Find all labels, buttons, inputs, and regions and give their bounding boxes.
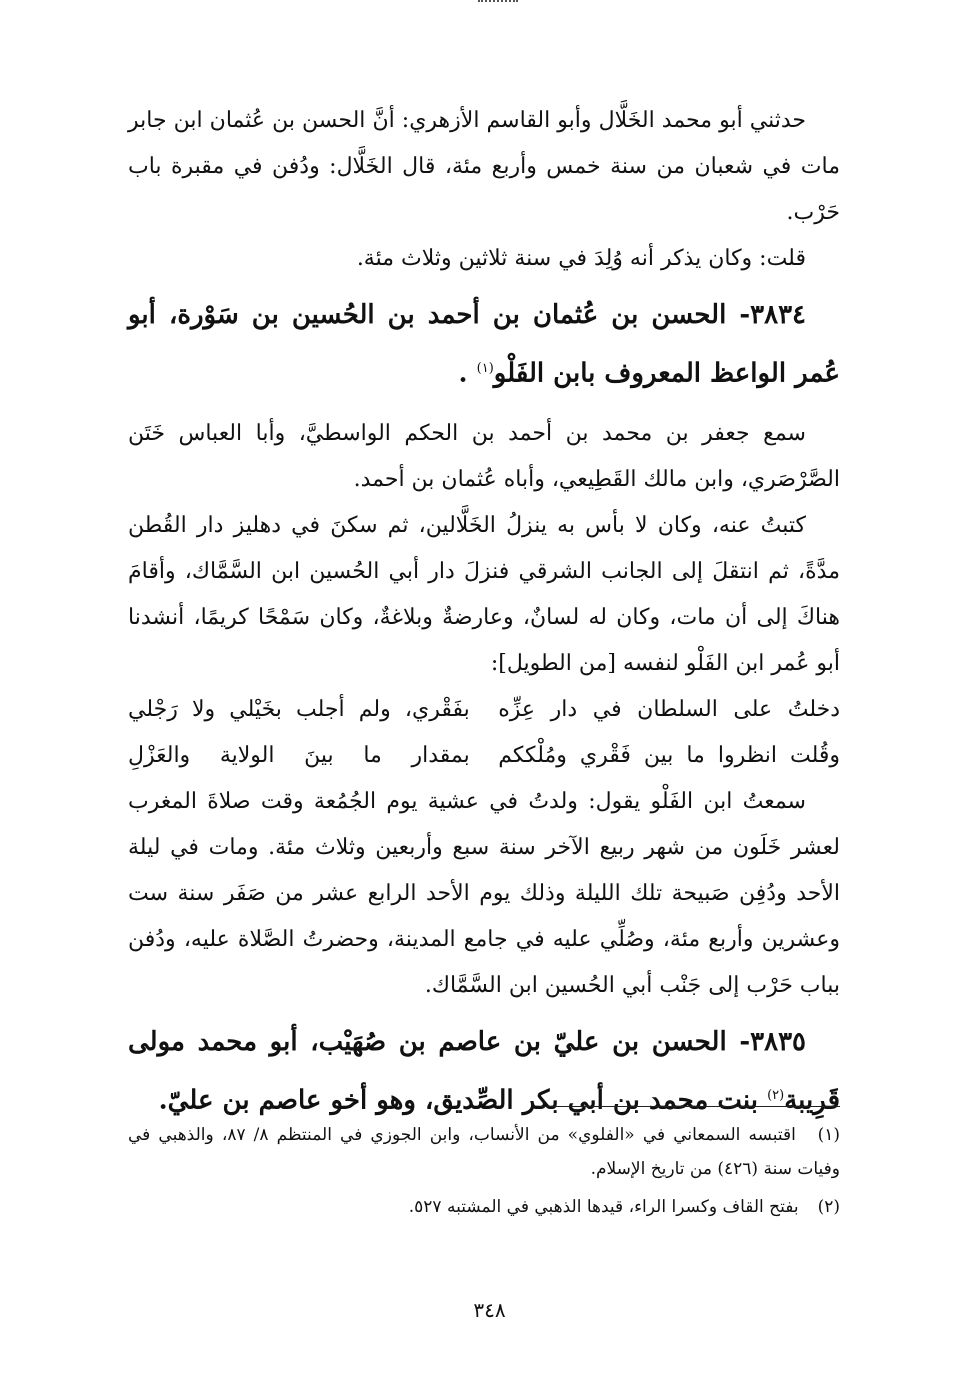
footnote-ref-1: (١) [476,361,494,376]
footnote-ref-2: (٢) [767,1087,785,1103]
footnote-1-text: اقتبسه السمعاني في «الفلوي» من الأنساب، وابن الجوزي في المنتظم ٨/ ٨٧، والذهبي في وفيات سنة (٤٢٦) من تاريخ الإسلام. [128,1125,840,1179]
footnote-2 [128,1190,840,1224]
paragraph-4: كتبتُ عنه، وكان لا بأس به ينزلُ الخَلَّالين، ثم سكنَ في دهليز دار القُطن مدَّةً، ثم انتقلَ إلى الجانب الشرقي فنزلَ دار أبي الحُسين ابن السَّمَّاك، وأقامَ هناكَ إلى أن مات، وكان له لسانٌ، وعارضةٌ وبلاغةٌ، وكان سَمْحًا كريمًا، أنشدنا أبو عُمر ابن الفَلْو لنفسه [من الطويل]: [128,512,840,676]
top-edge-mark [478,0,518,6]
footnote-2-text: بفتح القاف وكسرا الراء، قيدها الذهبي في المشتبه ٥٢٧. [408,1197,799,1217]
verse-2 [128,733,840,779]
footnote-1 [128,1118,840,1186]
page-number: ٣٤٨ [473,1298,506,1322]
paragraph-1: حدثني أبو محمد الخَلَّال وأبو القاسم الأزهري: أنَّ الحسن بن عُثمان ابن جابر مات في شعبان من سنة خمس وأربع مئة، قال الخَلَّال: ودُفن في مقبرة باب حَرْب. [128,108,840,225]
footnote-1-number: (١) [817,1125,841,1145]
verse-2-first-hemistich: وقُلت انظروا ما بين فَقْري ومُلْككم [498,742,840,768]
footnotes [128,1118,840,1228]
footnote-2-number: (٢) [817,1197,840,1217]
page-body [128,98,840,1137]
paragraph-2: قلت: وكان يذكر أنه وُلِدَ في سنة ثلاثين وثلاث مئة. [356,246,806,271]
verse-2-second-hemistich: بمقدار ما بينَ الولاية والعَزْلِ [128,742,470,768]
entry-heading-3834 [128,288,840,401]
paragraph-3: سمع جعفر بن محمد بن أحمد بن الحكم الواسطيَّ، وأبا العباس خَتَن الصَّرْصَري، وابن مالك القَطِيعي، وأباه عُثمان بن أحمد. [128,420,840,492]
verse-1-first-hemistich: دخلتُ على السلطان في دار عِزِّه [498,696,840,722]
verse-1 [128,687,840,733]
entry-heading-3835-end: بنت محمد بن أبي بكر الصِّديق، وهو أخو عاصم بن عليّ. [158,1085,768,1116]
verse-1-second-hemistich: بفَقْري، ولم أجلب بخَيْلي ولا رَجْلي [128,696,470,722]
entry-heading-3834-text: ٣٨٣٤- الحسن بن عُثمان بن أحمد بن الحُسين بن سَوْرة، أبو عُمر الواعظ المعروف بابن الفَلْو [128,300,840,389]
footnote-divider [540,1106,840,1107]
entry-heading-3835-text: ٣٨٣٥- الحسن بن عليّ بن عاصم بن صُهَيْب، أبو محمد مولى قَرِيبة [128,1026,840,1116]
entry-heading-3835 [128,1015,840,1128]
entry-heading-3834-end: . [458,358,477,389]
paragraph-5: سمعتُ ابن الفَلْو يقول: ولدتُ في عشية يوم الجُمُعة وقت صلاةَ المغرب لعشر خَلَون من شهر ربيع الآخر سنة سبع وأربعين وثلاث مئة. ومات في ليلة الأحد ودُفِن صَبيحة تلك الليلة وذلك يوم الأحد الرابع عشر من صَفَر سنة ست وعشرين وأربع مئة، وصُلِّي عليه في جامع المدينة، وحضرتُ الصَّلاة عليه، ودُفن بباب حَرْب إلى جَنْب أبي الحُسين ابن السَّمَّاك. [128,788,840,998]
poem [128,687,840,779]
